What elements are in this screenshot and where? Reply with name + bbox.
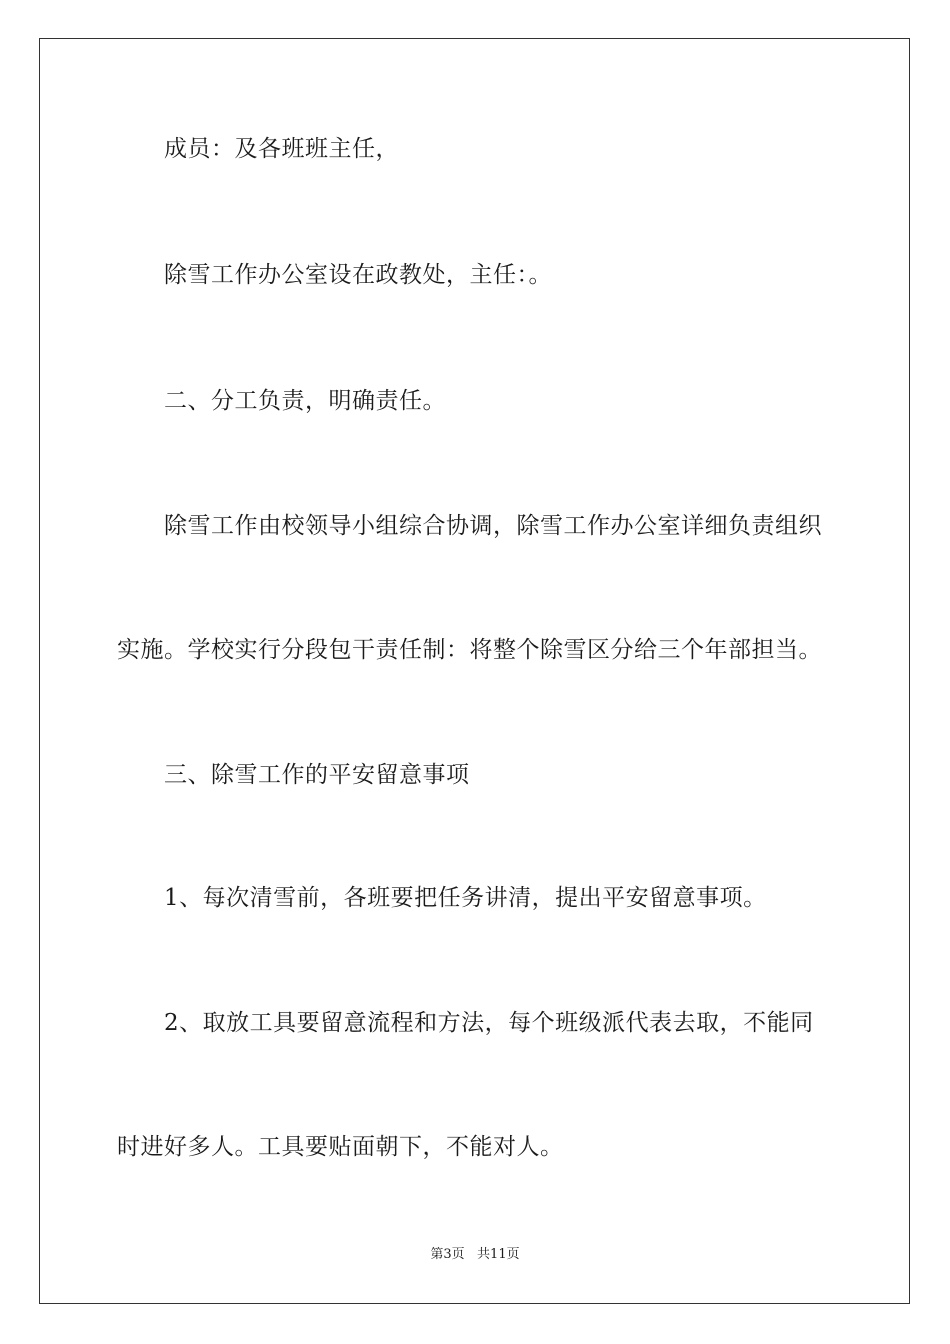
- page-border: [39, 38, 910, 1304]
- section-heading: 二、分工负责，明确责任。: [164, 388, 446, 414]
- paragraph-line: 实施。学校实行分段包干责任制：将整个除雪区分给三个年部担当。: [117, 637, 822, 663]
- paragraph-line: 成员：及各班班主任，: [164, 136, 399, 162]
- paragraph-line: 除雪工作由校领导小组综合协调，除雪工作办公室详细负责组织: [164, 513, 822, 539]
- list-item: 2、取放工具要留意流程和方法，每个班级派代表去取，不能同: [164, 1010, 814, 1036]
- paragraph-line: 时进好多人。工具要贴面朝下，不能对人。: [117, 1134, 564, 1160]
- page-number: 第3页 共11页: [430, 1247, 520, 1262]
- paragraph-line: 除雪工作办公室设在政教处，主任：。: [164, 262, 552, 288]
- section-heading: 三、除雪工作的平安留意事项: [164, 762, 470, 788]
- list-item: 1、每次清雪前，各班要把任务讲清，提出平安留意事项。: [164, 885, 767, 911]
